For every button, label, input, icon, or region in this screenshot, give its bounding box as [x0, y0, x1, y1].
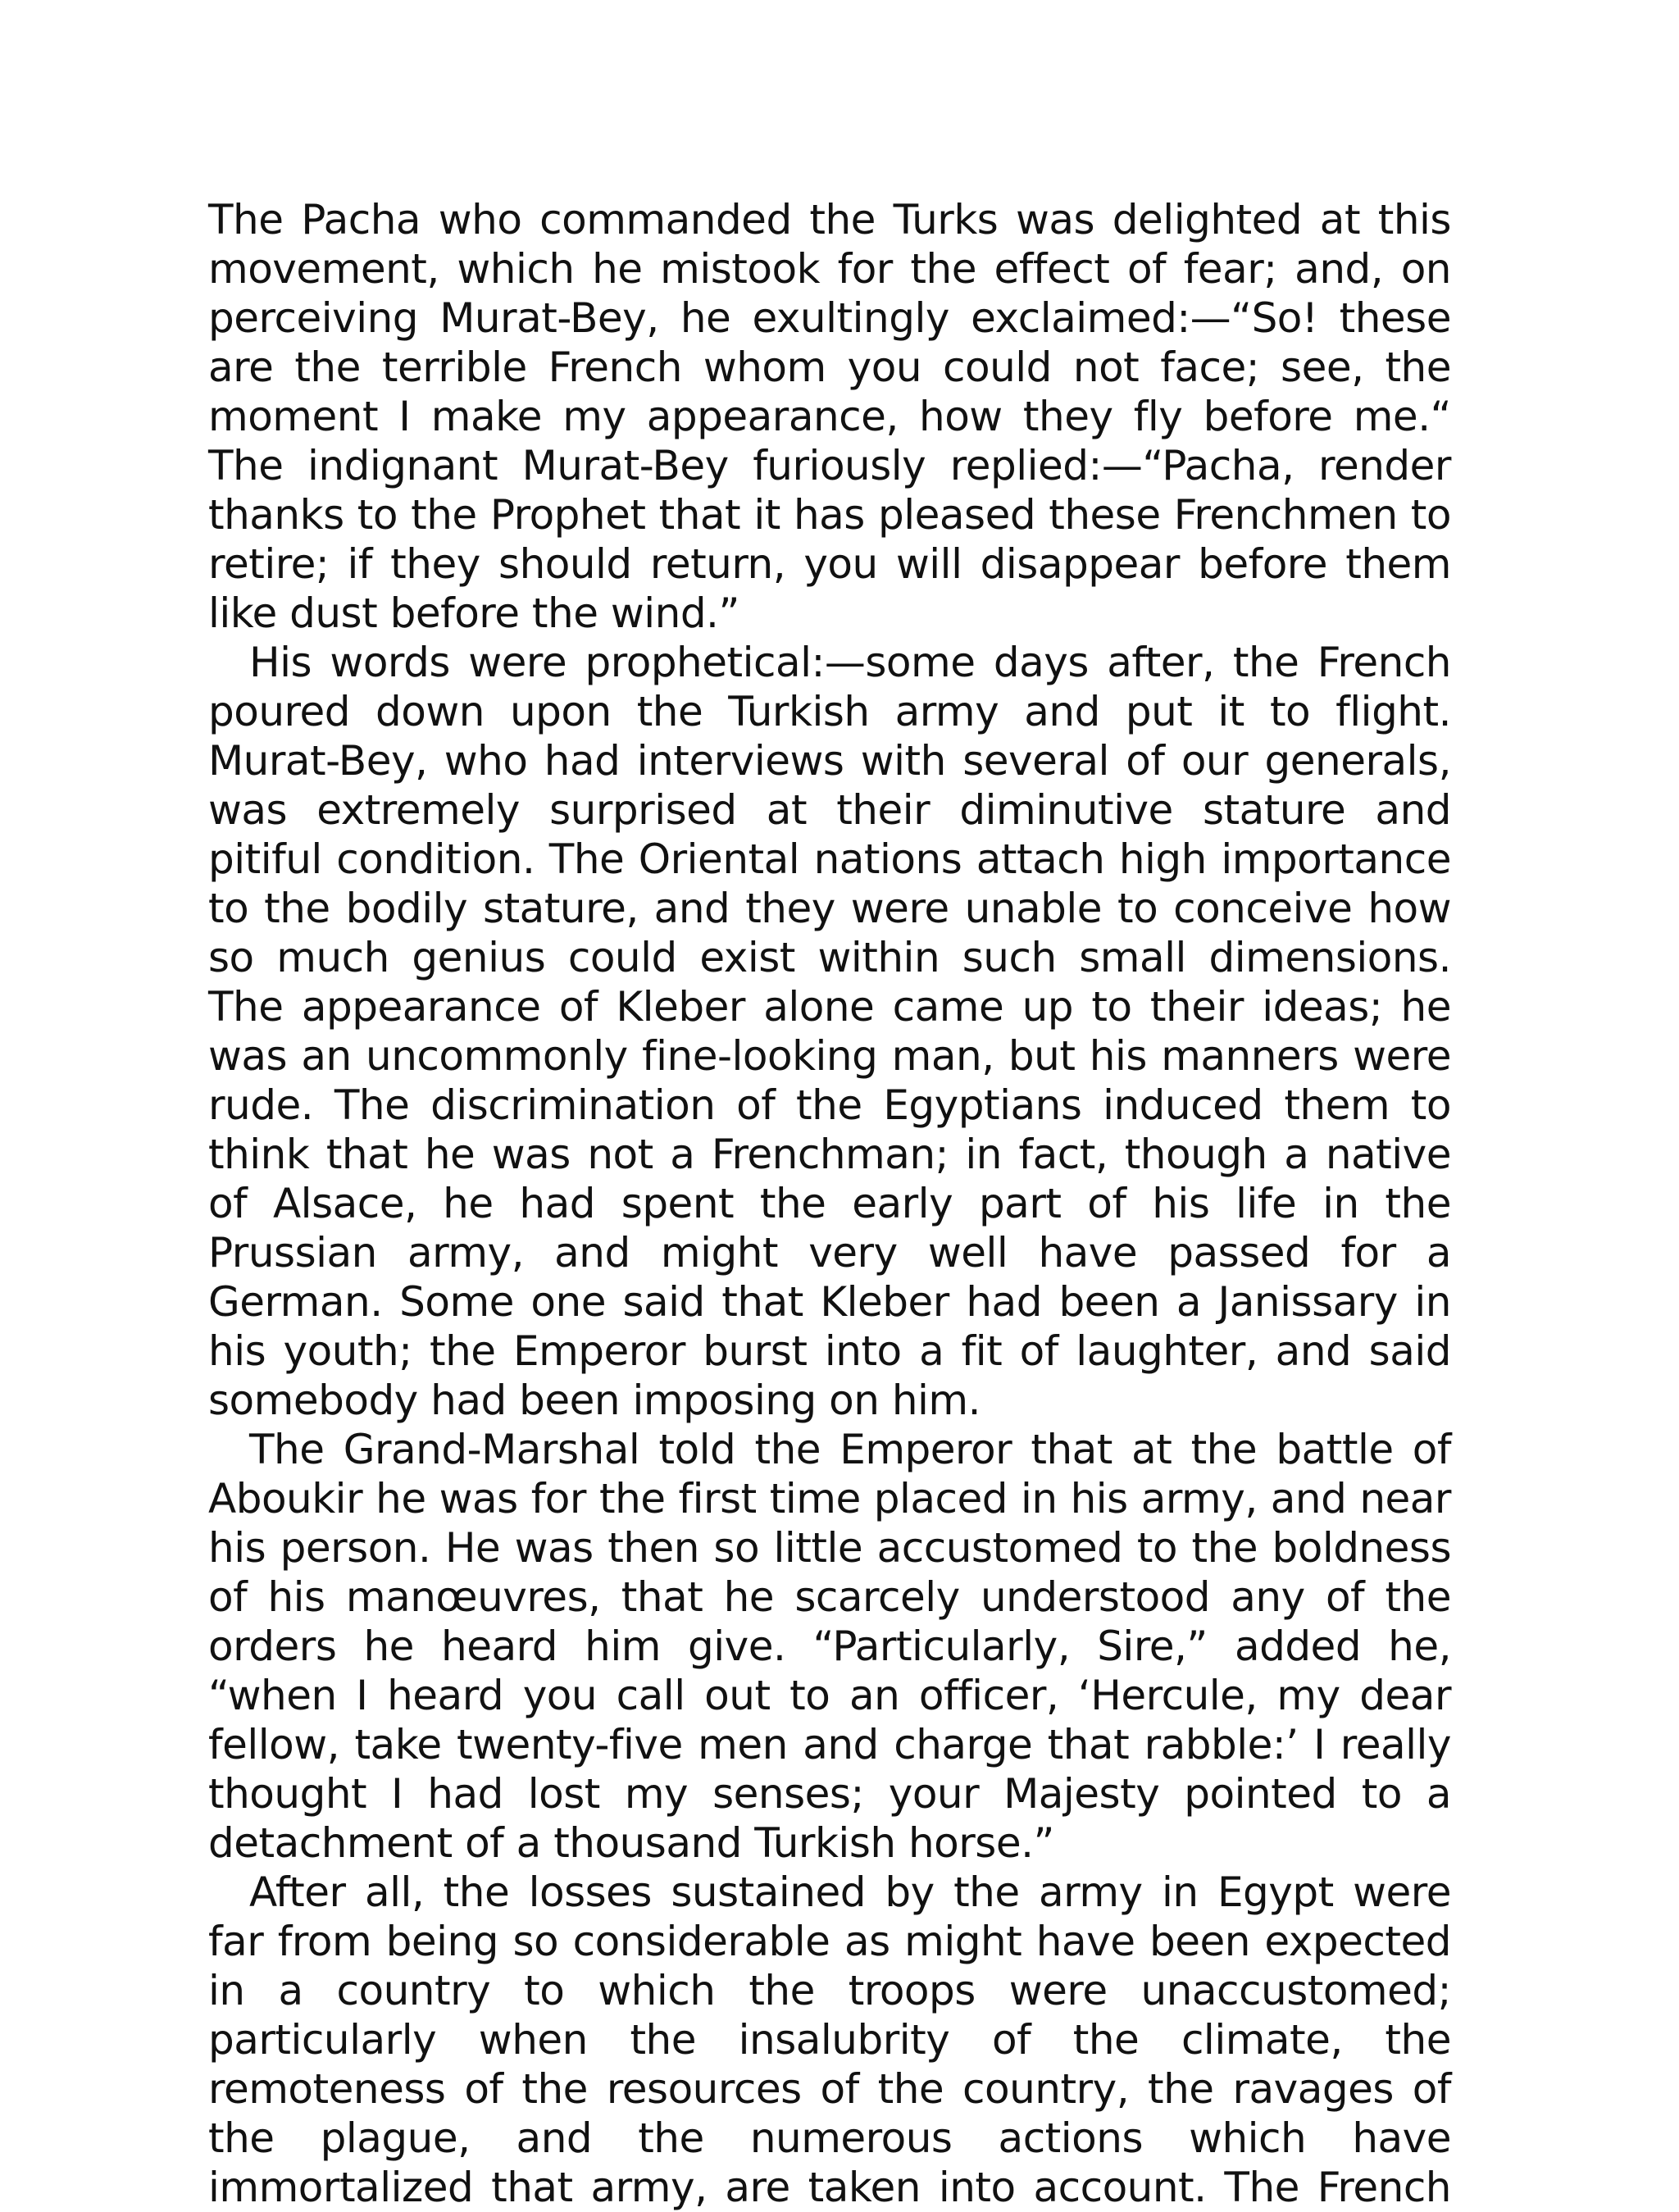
page-text: [208, 195, 1451, 2212]
paragraph-4: After all, the losses sustained by the army in Egypt were far from being so considerable as might have been expected in a country to which the troops were unaccustomed; particularly when the insalubrity of the climate, the remoteness of the resources of the country, the ravages of the plague, and the numerous actions which have immortalized that army, are taken into account. The French: [208, 1868, 1451, 2211]
paragraph-2: His words were prophetical:—some days after, the French poured down upon the Turkish army and put it to flight. Murat-Bey, who had interviews with several of our generals, was extremely surprised at their diminutive stature and pitiful condition. The Oriental nations attach high importance to the bodily stature, and they were unable to conceive how so much genius could exist within such small dimensions. The appearance of Kleber alone came up to their ideas; he was an uncommonly fine-looking man, but his manners were rude. The discrimination of the Egyptians induced them to think that he was not a Frenchman; in fact, though a native of Alsace, he had spent the early part of his life in the Prussian army, and might very well have passed for a German. Some one said that Kleber had been a Janissary in his youth; the Emperor burst into a fit of laughter, and said somebody had been imposing on him.: [208, 639, 1451, 1424]
paragraph-3: The Grand-Marshal told the Emperor that at the battle of Aboukir he was for the first time placed in his army, and near his person. He was then so little accustomed to the boldness of his manœuvres, that he scarcely understood any of the orders he heard him give. “Particularly, Sire,” added he, “when I heard you call out to an officer, ‘Hercule, my dear fellow, take twenty-five men and charge that rabble:’ I really thought I had lost my senses; your Majesty pointed to a detachment of a thousand Turkish horse.”: [208, 1426, 1451, 1867]
paragraph-1: The Pacha who commanded the Turks was delighted at this movement, which he mistook for the effect of fear; and, on perceiving Murat-Bey, he exultingly exclaimed:—“So! these are the terrible French whom you could not face; see, the moment I make my appearance, how they fly before me.“ The indignant Murat-Bey furiously replied:—“Pacha, render thanks to the Prophet that it has pleased these Frenchmen to retire; if they should return, you will disappear before them like dust before the wind.”: [208, 196, 1451, 637]
